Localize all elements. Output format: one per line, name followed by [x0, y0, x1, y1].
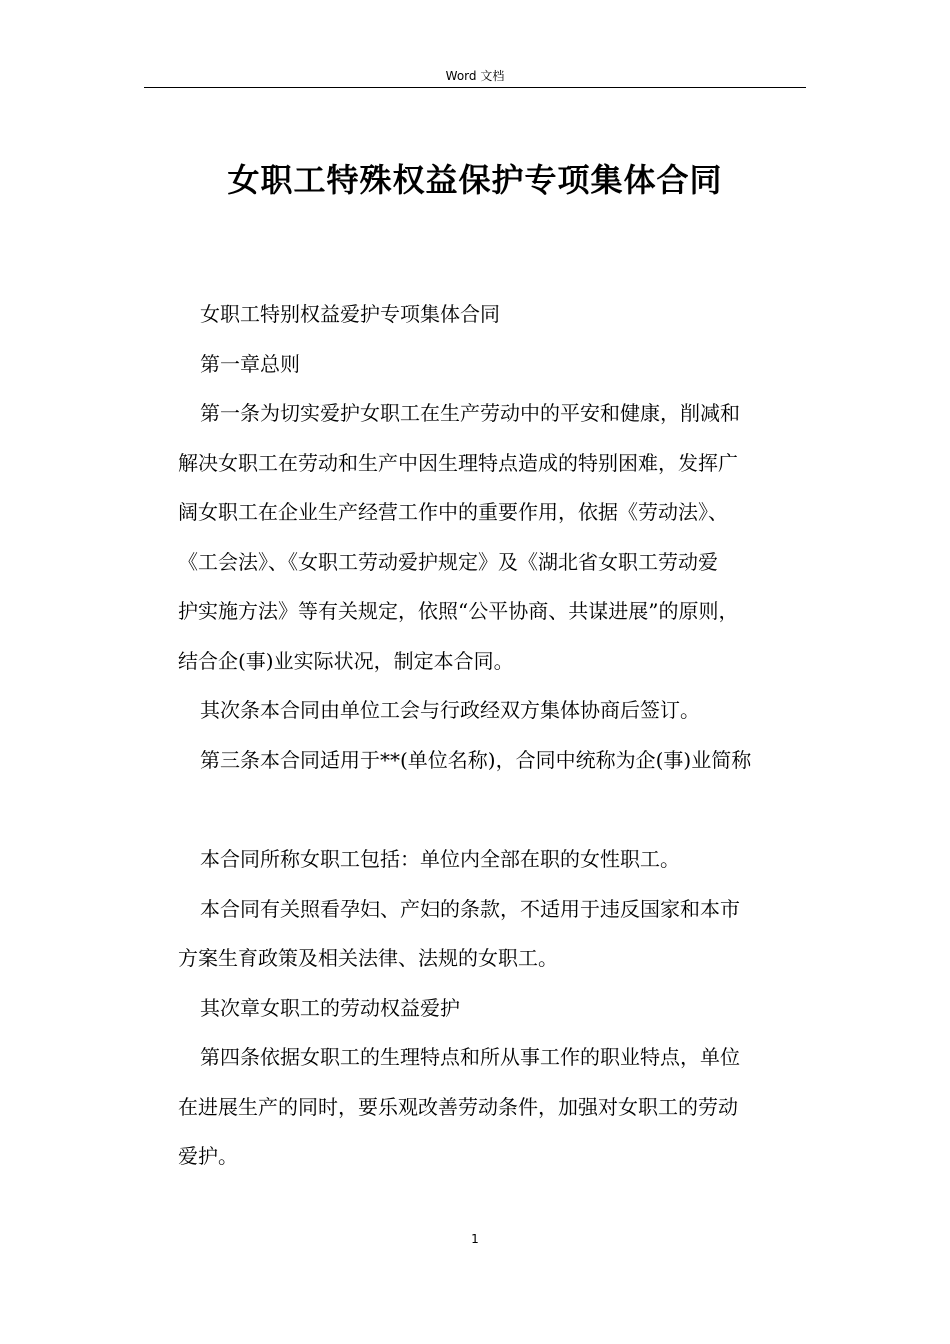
paragraph [178, 686, 812, 736]
chapter-heading [178, 984, 812, 1034]
text-line: 在进展生产的同时，要乐观改善劳动条件，加强对女职工的劳动 [178, 1094, 738, 1119]
header-rule [144, 87, 806, 88]
paragraph [178, 736, 812, 786]
text-line: 第四条依据女职工的生理特点和所从事工作的职业特点，单位 [200, 1045, 740, 1069]
paragraph [178, 885, 812, 984]
page-number: 1 [471, 1232, 479, 1246]
text-line: 爱护。 [178, 1144, 238, 1168]
text-line: 第一条为切实爱护女职工在生产劳动中的平安和健康，削减和 [200, 401, 740, 425]
text-line: 女职工特别权益爱护专项集体合同 [200, 302, 500, 326]
blank-line [178, 785, 812, 835]
paragraph [178, 290, 812, 340]
text-line: 本合同有关照看孕妇、产妇的条款，不适用于违反国家和本市 [200, 896, 740, 921]
text-line: 第一章总则 [200, 351, 300, 376]
running-header: Word 文档 [445, 69, 505, 83]
text-line: 本合同所称女职工包括：单位内全部在职的女性职工。 [200, 847, 680, 871]
text-line: 阔女职工在企业生产经营工作中的重要作用，依据《劳动法》、 [178, 500, 728, 524]
text-line: 解决女职工在劳动和生产中因生理特点造成的特别困难，发挥广 [178, 450, 738, 475]
text-line: 《工会法》、《女职工劳动爱护规定》及《湖北省女职工劳动爱 [178, 549, 718, 574]
text-line: 护实施方法》等有关规定，依照“公平协商、共谋进展”的原则， [178, 599, 739, 623]
paragraph [178, 1033, 812, 1182]
text-line: 方案生育政策及相关法律、法规的女职工。 [178, 946, 558, 970]
document-title: 女职工特殊权益保护专项集体合同 [227, 161, 723, 199]
text-line: 结合企(事)业实际状况，制定本合同。 [178, 648, 514, 673]
chapter-heading [178, 340, 812, 390]
paragraph [178, 835, 812, 885]
text-line: 其次条本合同由单位工会与行政经双方集体协商后签订。 [200, 698, 700, 722]
paragraph [178, 389, 812, 686]
text-line: 第三条本合同适用于**(单位名称)，合同中统称为企(事)业简称 [200, 747, 752, 772]
document-body [178, 290, 812, 1182]
text-line: 其次章女职工的劳动权益爱护 [200, 995, 460, 1020]
